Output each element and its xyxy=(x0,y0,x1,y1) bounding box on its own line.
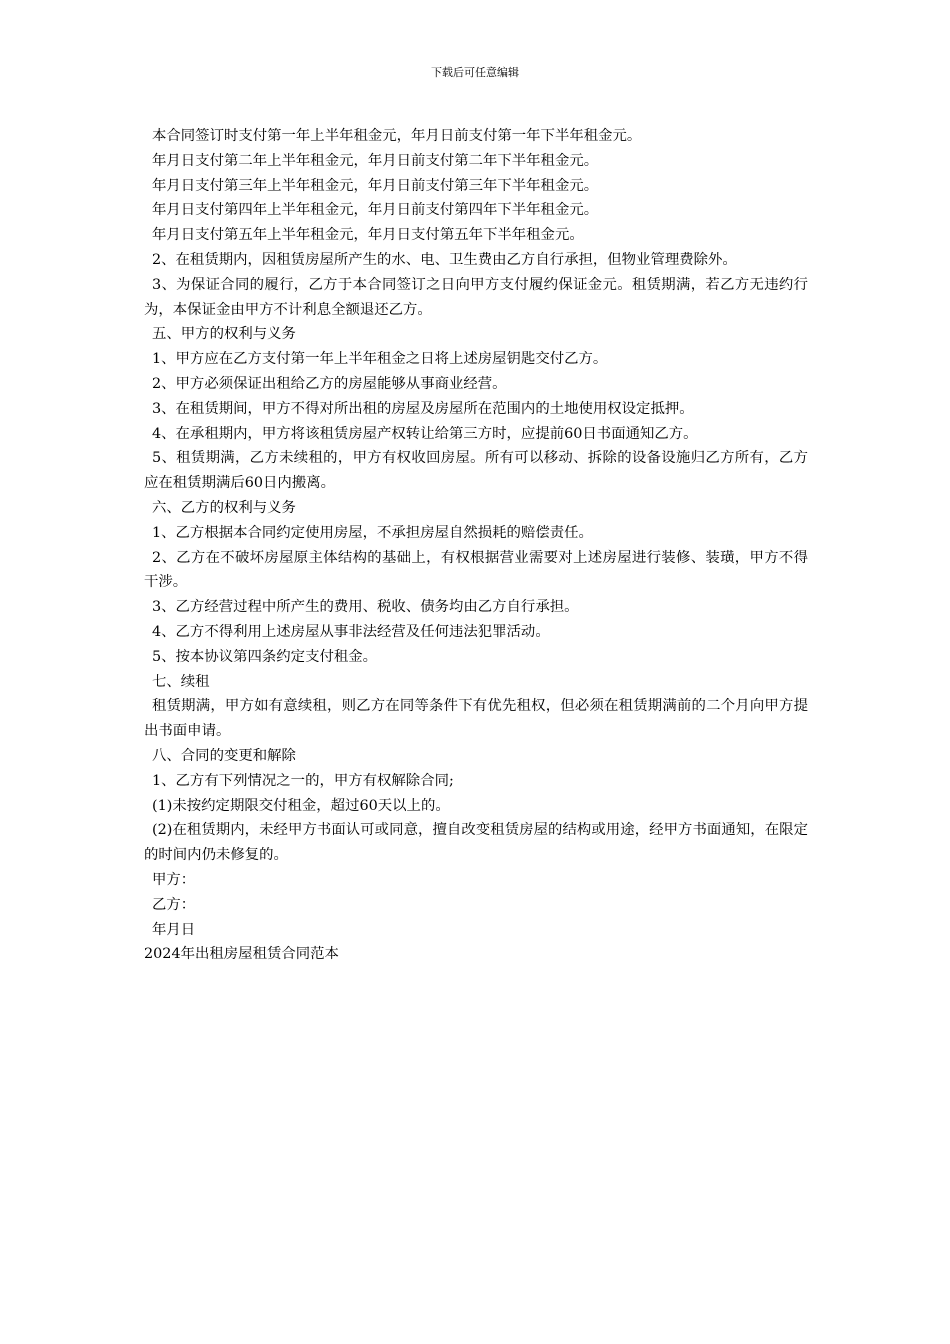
paragraph-termination-1: 1、乙方有下列情况之一的，甲方有权解除合同; xyxy=(152,772,454,789)
paragraph-renewal: 租赁期满，甲方如有意续租，则乙方在同等条件下有优先租权，但必须在租赁期满前的二个月向甲方提出书面申请。 xyxy=(144,698,808,740)
paragraph-termination-1-a: (1)未按约定期限交付租金，超过60天以上的。 xyxy=(152,797,450,814)
paragraph-lessor-5: 5、租赁期满，乙方未续租的，甲方有权收回房屋。所有可以移动、拆除的设备设施归乙方所有，乙方应在租赁期满后60日内搬离。 xyxy=(144,450,808,492)
page-header: 下载后可任意编辑 xyxy=(431,66,519,79)
paragraph-lessee-1: 1、乙方根据本合同约定使用房屋，不承担房屋自然损耗的赔偿责任。 xyxy=(152,524,593,541)
paragraph-payment-year4: 年月日支付第四年上半年租金元，年月日前支付第四年下半年租金元。 xyxy=(152,202,599,219)
section-heading-termination: 八、合同的变更和解除 xyxy=(152,747,296,764)
paragraph-termination-1-b: (2)在租赁期内，未经甲方书面认可或同意，擅自改变租赁房屋的结构或用途，经甲方书面通知，在限定的时间内仍未修复的。 xyxy=(144,822,808,864)
paragraph-payment-year1: 本合同签订时支付第一年上半年租金元，年月日前支付第一年下半年租金元。 xyxy=(152,128,642,144)
paragraph-lessor-4: 4、在承租期内，甲方将该租赁房屋产权转让给第三方时，应提前60日书面通知乙方。 xyxy=(152,425,698,442)
signature-party-a: 甲方： xyxy=(152,871,196,888)
signature-party-b: 乙方： xyxy=(152,896,196,913)
paragraph-lessor-1: 1、甲方应在乙方支付第一年上半年租金之日将上述房屋钥匙交付乙方。 xyxy=(152,351,608,368)
paragraph-payment-year5: 年月日支付第五年上半年租金元，年月日支付第五年下半年租金元。 xyxy=(152,227,584,244)
signature-date: 年月日 xyxy=(152,921,196,938)
paragraph-deposit: 3、为保证合同的履行，乙方于本合同签订之日向甲方支付履约保证金元。租赁期满，若乙方无违约行为，本保证金由甲方不计利息全额退还乙方。 xyxy=(144,276,808,318)
paragraph-lessor-2: 2、甲方必须保证出租给乙方的房屋能够从事商业经营。 xyxy=(152,375,507,392)
section-heading-lessee-rights: 六、乙方的权利与义务 xyxy=(152,499,296,516)
paragraph-lessee-4: 4、乙方不得利用上述房屋从事非法经营及任何违法犯罪活动。 xyxy=(152,623,550,640)
document-title: 2024年出租房屋租赁合同范本 xyxy=(144,946,339,963)
section-heading-renewal: 七、续租 xyxy=(152,673,210,690)
paragraph-lessee-2: 2、乙方在不破坏房屋原主体结构的基础上，有权根据营业需要对上述房屋进行装修、装璜，甲方不得干涉。 xyxy=(144,549,808,591)
document-body xyxy=(144,124,808,967)
paragraph-payment-year2: 年月日支付第二年上半年租金元，年月日前支付第二年下半年租金元。 xyxy=(152,152,599,169)
paragraph-lessee-5: 5、按本协议第四条约定支付租金。 xyxy=(152,648,378,665)
paragraph-lessee-3: 3、乙方经营过程中所产生的费用、税收、债务均由乙方自行承担。 xyxy=(152,599,579,616)
paragraph-utilities: 2、在租赁期内，因租赁房屋所产生的水、电、卫生费由乙方自行承担，但物业管理费除外。 xyxy=(152,251,737,268)
section-heading-lessor-rights: 五、甲方的权利与义务 xyxy=(152,326,296,343)
paragraph-payment-year3: 年月日支付第三年上半年租金元，年月日前支付第三年下半年租金元。 xyxy=(152,177,599,194)
paragraph-lessor-3: 3、在租赁期间，甲方不得对所出租的房屋及房屋所在范围内的土地使用权设定抵押。 xyxy=(152,400,694,417)
